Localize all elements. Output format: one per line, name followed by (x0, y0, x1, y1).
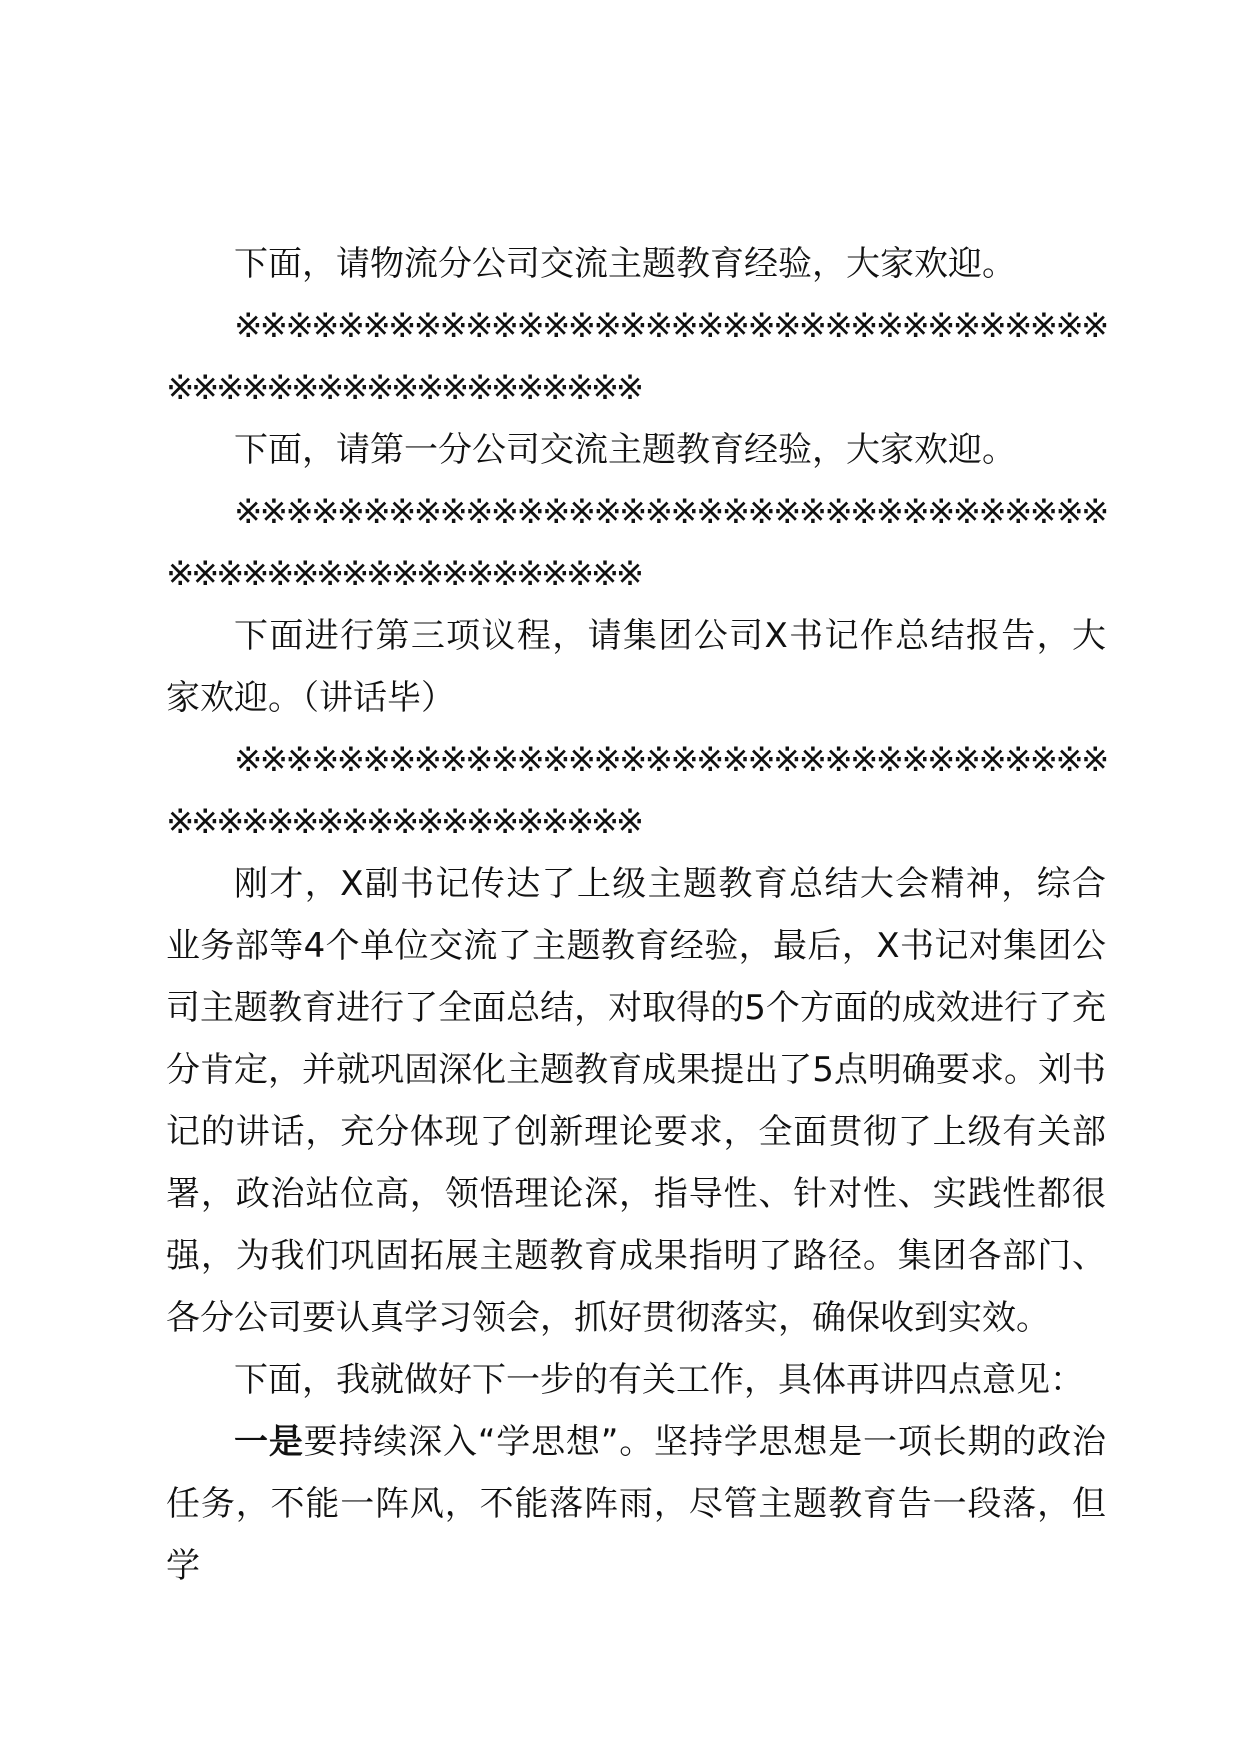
point-one-lead: 一是 (234, 1422, 304, 1462)
paragraph-four-points-intro: 下面，我就做好下一步的有关工作，具体再讲四点意见： (234, 1360, 1084, 1400)
paragraph-logistics-exchange: 下面，请物流分公司交流主题教育经验，大家欢迎。 (234, 244, 1016, 284)
paragraph-summary: 刚才，X副书记传达了上级主题教育总结大会精神，综合业务部等4个单位交流了主题教育经验，最后，X书记对集团公司主题教育进行了全面总结，对取得的5个方面的成效进行了充分肯定，并就巩固深化主题教育成果提出了5点明确要求。刘书记的讲话，充分体现了创新理论要求，全面贯彻了上级有关部署，政治站位高，领悟理论深，指导性、针对性、实践性都很强，为我们巩固拓展主题教育成果指明了路径。集团各部门、各分公司要认真学习领会，抓好贯彻落实，确保收到实效。 (166, 864, 1106, 1338)
placeholder-marks: ※※※※※※※※※※※※※※※※※※※※※※※※※※※※※※※※※※※※※※※※※※※※※※※※※※※※※ (166, 306, 1106, 408)
placeholder-marks: ※※※※※※※※※※※※※※※※※※※※※※※※※※※※※※※※※※※※※※※※※※※※※※※※※※※※※ (166, 492, 1106, 594)
paragraph-third-agenda: 下面进行第三项议程，请集团公司X书记作总结报告，大家欢迎。（讲话毕） (166, 616, 1106, 718)
point-one-text: 要持续深入“学思想”。坚持学思想是一项长期的政治任务，不能一阵风，不能落阵雨，尽管主题教育告一段落，但学 (166, 1422, 1107, 1586)
paragraph-first-branch-exchange: 下面，请第一分公司交流主题教育经验，大家欢迎。 (234, 430, 1016, 470)
paragraph-point-one (166, 1411, 1106, 1597)
placeholder-marks: ※※※※※※※※※※※※※※※※※※※※※※※※※※※※※※※※※※※※※※※※※※※※※※※※※※※※※ (166, 740, 1106, 842)
document-body (166, 233, 1106, 1597)
